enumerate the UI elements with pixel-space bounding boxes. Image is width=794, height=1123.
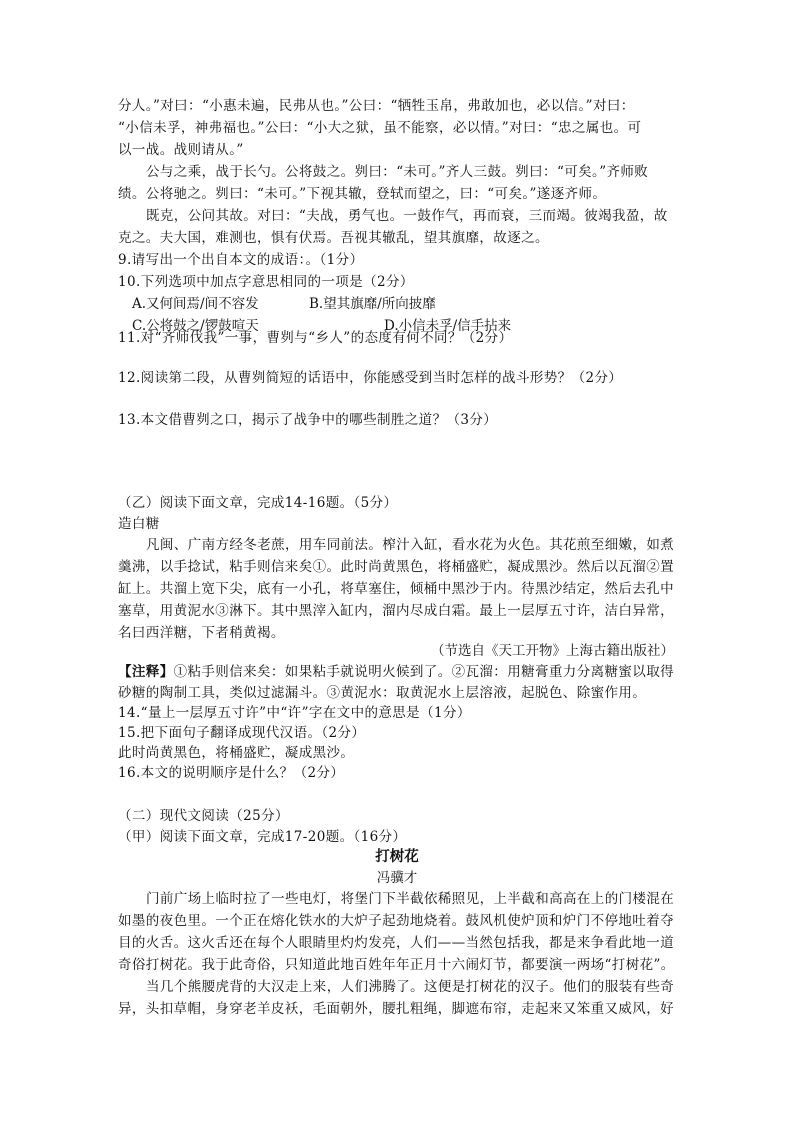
modern-line-4: 奇俗打树花。我于此奇俗，只知道此地百姓年年正月十六闹灯节，都要演一两场“打树花”。 xyxy=(118,957,675,973)
modern-author: 冯骥才 xyxy=(376,870,418,886)
note-tag: 【注释】 xyxy=(118,664,174,680)
question-16: 16.本文的说明顺序是什么？（2分） xyxy=(118,765,345,781)
section-b-source: （节选自《天工开物》上海古籍出版社） xyxy=(431,643,674,659)
modern-line-2: 如墨的夜色里。一个正在熔化铁水的大炉子起劲地烧着。鼓风机使炉顶和炉门不停地吐着夺 xyxy=(118,913,674,929)
question-14: 14.“量上一层厚五寸许”中“许”字在文中的意思是（1分） xyxy=(118,705,471,721)
modern-title: 打树花 xyxy=(375,848,419,865)
modern-line-1: 门前广场上临时拉了一些电灯，将堡门下半截依稀照见，上半截和高高在上的门楼混在 xyxy=(146,891,675,907)
question-10: 10.下列选项中加点字意思相同的一项是（2分） xyxy=(118,274,414,290)
question-13: 13.本文借曹刿之口，揭示了战争中的哪些制胜之道？（3分） xyxy=(118,412,498,428)
passage-a-line-3: 以一战。战则请从。” xyxy=(118,142,244,158)
modern-line-5: 当几个熊腰虎背的大汉走上来，人们沸腾了。这便是打树花的汉子。他们的服装有些奇 xyxy=(146,979,675,995)
passage-a-line-1: 分人。”对曰：“小惠未遍，民弗从也。”公曰：“牺牲玉帛，弗敢加也，必以信。”对曰： xyxy=(118,98,635,114)
modern-sub-heading: （甲）阅读下面文章，完成17-20题。（16分） xyxy=(118,829,407,845)
passage-a-line-6: 既克，公问其故。对曰：“夫战，勇气也。一鼓作气，再而衰，三而竭。彼竭我盈，故 xyxy=(146,208,668,224)
section-b-line-2: 羹沸，以手捻试，粘手则信来矣①。此时尚黄黑色，将桶盛贮，凝成黑沙。然后以瓦溜②置 xyxy=(118,559,674,575)
question-15-sentence: 此时尚黄黑色，将桶盛贮，凝成黑沙。 xyxy=(118,745,355,761)
passage-a-line-4: 公与之乘，战于长勺。公将鼓之。刿曰：“未可。”齐人三鼓。刿曰：“可矣。”齐师败 xyxy=(146,164,649,180)
section-b-note-line-2: 砂糖的陶制工具，类似过滤漏斗。③黄泥水：取黄泥水上层溶液，起脱色、除蜜作用。 xyxy=(118,685,647,701)
question-12: 12.阅读第二段，从曹刿简短的话语中，你能感受到当时怎样的战斗形势？（2分） xyxy=(118,370,623,386)
note-text-1: ①粘手则信来矣：如果粘手就说明火候到了。②瓦溜：用糖膏重力分离糖蜜以取得 xyxy=(173,664,675,680)
modern-section-heading: （二）现代文阅读（25分） xyxy=(118,808,289,824)
section-b-line-5: 名曰西洋糖，下者稍黄褐。 xyxy=(118,625,285,641)
modern-line-3: 目的火舌。这火舌还在每个人眼睛里灼灼发亮，人们——当然包括我，都是来争看此地一道 xyxy=(118,935,674,951)
section-b-line-3: 缸上。共溜上宽下尖，底有一小孔，将草塞住，倾桶中黑沙于内。待黑沙结定，然后去孔中 xyxy=(118,581,674,597)
q10-option-b: B.望其旗靡/所向披靡 xyxy=(309,296,436,312)
section-b-heading: （乙）阅读下面文章，完成14-16题。（5分） xyxy=(118,495,398,511)
q10-option-a: A.又何间焉/间不容发 xyxy=(132,296,259,312)
question-15: 15.把下面句子翻译成现代汉语。（2分） xyxy=(118,725,366,741)
modern-line-6: 异，头扣草帽，身穿老羊皮袄，毛面朝外，腰扎粗绳，脚遮布帘，走起来又笨重又威风，好 xyxy=(118,1001,674,1017)
section-b-line-1: 凡闽、广南方经冬老蔗，用车同前法。榨汁入缸，看水花为火色。其花煎至细嫩，如煮 xyxy=(146,537,675,553)
question-9: 9.请写出一个出自本文的成语：。（1分） xyxy=(118,252,364,268)
question-11: 11.对“齐师伐我”一事，曹刿与“乡人”的态度有何不同？（2分） xyxy=(118,330,513,346)
passage-a-line-5: 绩。公将驰之。刿曰：“未可。”下视其辙，登轼而望之，曰：“可矣。”遂逐齐师。 xyxy=(118,186,607,202)
section-b-line-4: 塞草，用黄泥水③淋下。其中黑滓入缸内，溜内尽成白霜。最上一层厚五寸许，洁白异常， xyxy=(118,603,674,619)
section-b-note-line-1 xyxy=(118,661,678,683)
q10-option-d: D.小信未孚/信手拈来 xyxy=(384,318,512,334)
q10-option-c: C.公将鼓之/锣鼓喧天 xyxy=(132,318,259,334)
passage-a-line-2: “小信未孚，神弗福也。”公曰：“小大之狱，虽不能察，必以情。”对曰：“忠之属也。可 xyxy=(118,120,642,136)
passage-a-line-7: 克之。夫大国，难测也，惧有伏焉。吾视其辙乱，望其旗靡，故逐之。 xyxy=(118,230,549,246)
section-b-title: 造白糖 xyxy=(118,516,160,532)
